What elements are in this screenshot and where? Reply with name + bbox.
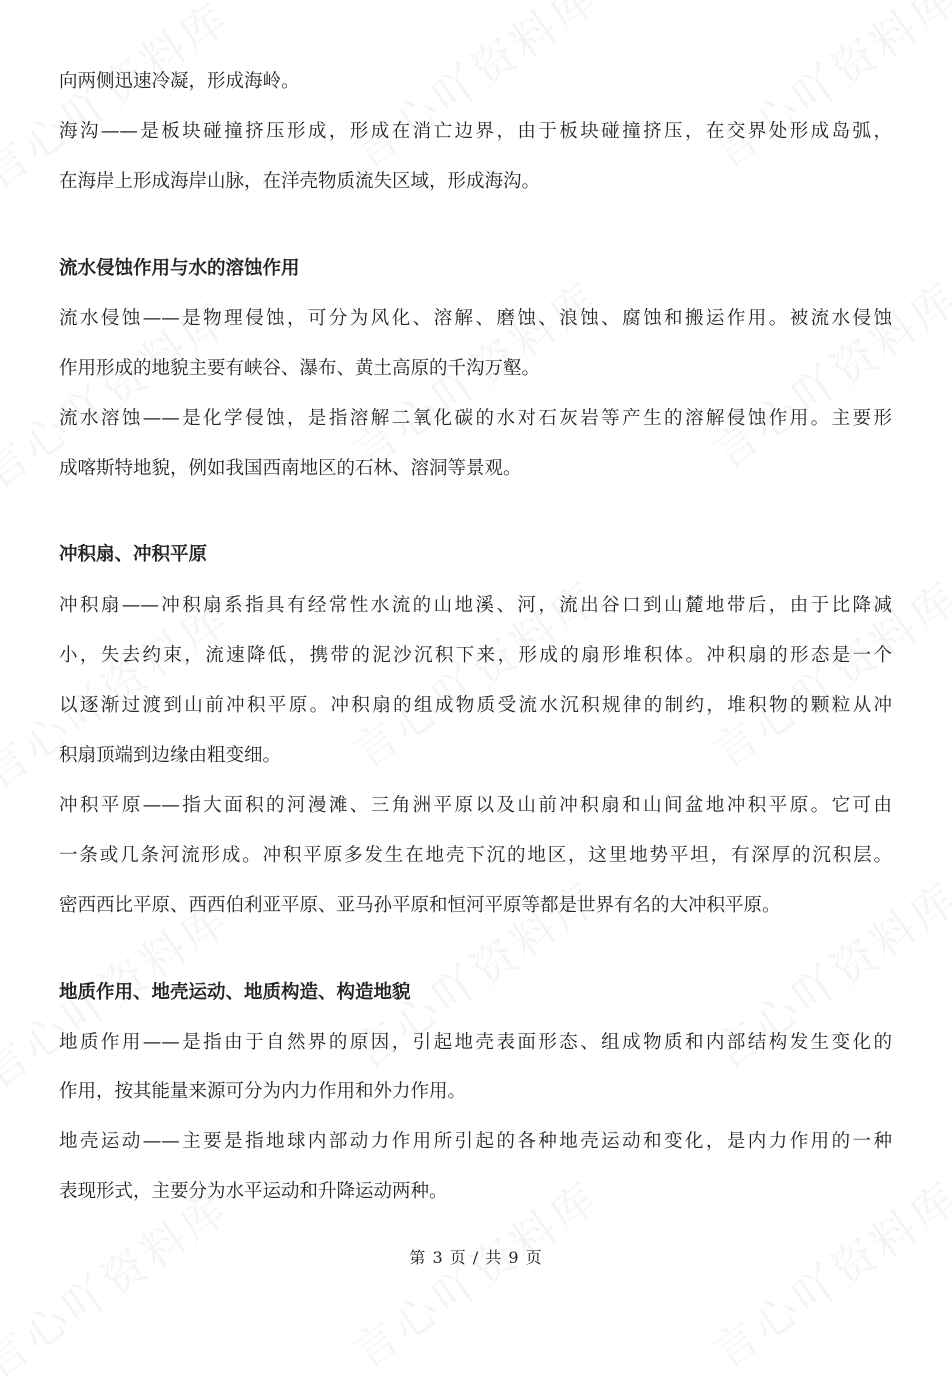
- paragraph-line: 以逐渐过渡到山前冲积平原。冲积扇的组成物质受流水沉积规律的制约，堆积物的颗粒从冲: [59, 695, 892, 716]
- paragraph-line: 在海岸上形成海岸山脉，在洋壳物质流失区域，形成海沟。: [59, 171, 541, 192]
- paragraph-line: 向两侧迅速冷凝，形成海岭。: [59, 71, 300, 92]
- watermark: [0, 1173, 240, 1391]
- paragraph-line: 冲积扇——冲积扇系指具有经常性水流的山地溪、河，流出谷口到山麓地带后，由于比降减: [59, 595, 892, 616]
- paragraph-line: 地质作用——是指由于自然界的原因，引起地壳表面形态、组成物质和内部结构发生变化的: [59, 1032, 892, 1053]
- paragraph-line: 密西西比平原、西西伯利亚平原、亚马孙平原和恒河平原等都是世界有名的大冲积平原。: [59, 895, 781, 916]
- paragraph-line: 一条或几条河流形成。冲积平原多发生在地壳下沉的地区，这里地势平坦，有深厚的沉积层。: [59, 845, 892, 866]
- paragraph-line: 积扇顶端到边缘由粗变细。: [59, 745, 282, 766]
- section-heading: 流水侵蚀作用与水的溶蚀作用: [59, 258, 300, 279]
- paragraph-line: 冲积平原——指大面积的河漫滩、三角洲平原以及山前冲积扇和山间盆地冲积平原。它可由: [59, 795, 892, 816]
- paragraph-line: 表现形式，主要分为水平运动和升降运动两种。: [59, 1181, 448, 1202]
- page-number: 第 3 页 / 共 9 页: [409, 1248, 543, 1267]
- paragraph-line: 成喀斯特地貌，例如我国西南地区的石林、溶洞等景观。: [59, 458, 522, 479]
- paragraph-line: 流水溶蚀——是化学侵蚀，是指溶解二氧化碳的水对石灰岩等产生的溶解侵蚀作用。主要形: [59, 408, 892, 429]
- paragraph-line: 海沟——是板块碰撞挤压形成，形成在消亡边界，由于板块碰撞挤压，在交界处形成岛弧，: [59, 121, 892, 142]
- paragraph-line: 流水侵蚀——是物理侵蚀，可分为风化、溶解、磨蚀、浪蚀、腐蚀和搬运作用。被流水侵蚀: [59, 308, 892, 329]
- paragraph-line: 作用形成的地貌主要有峡谷、瀑布、黄土高原的千沟万壑。: [59, 358, 541, 379]
- paragraph-line: 小，失去约束，流速降低，携带的泥沙沉积下来，形成的扇形堆积体。冲积扇的形态是一个: [59, 645, 892, 666]
- paragraph-line: 地壳运动——主要是指地球内部动力作用所引起的各种地壳运动和变化，是内力作用的一种: [59, 1131, 892, 1152]
- section-heading: 地质作用、地壳运动、地质构造、构造地貌: [59, 982, 411, 1003]
- paragraph-line: 作用，按其能量来源可分为内力作用和外力作用。: [59, 1081, 467, 1102]
- section-heading: 冲积扇、冲积平原: [59, 544, 208, 565]
